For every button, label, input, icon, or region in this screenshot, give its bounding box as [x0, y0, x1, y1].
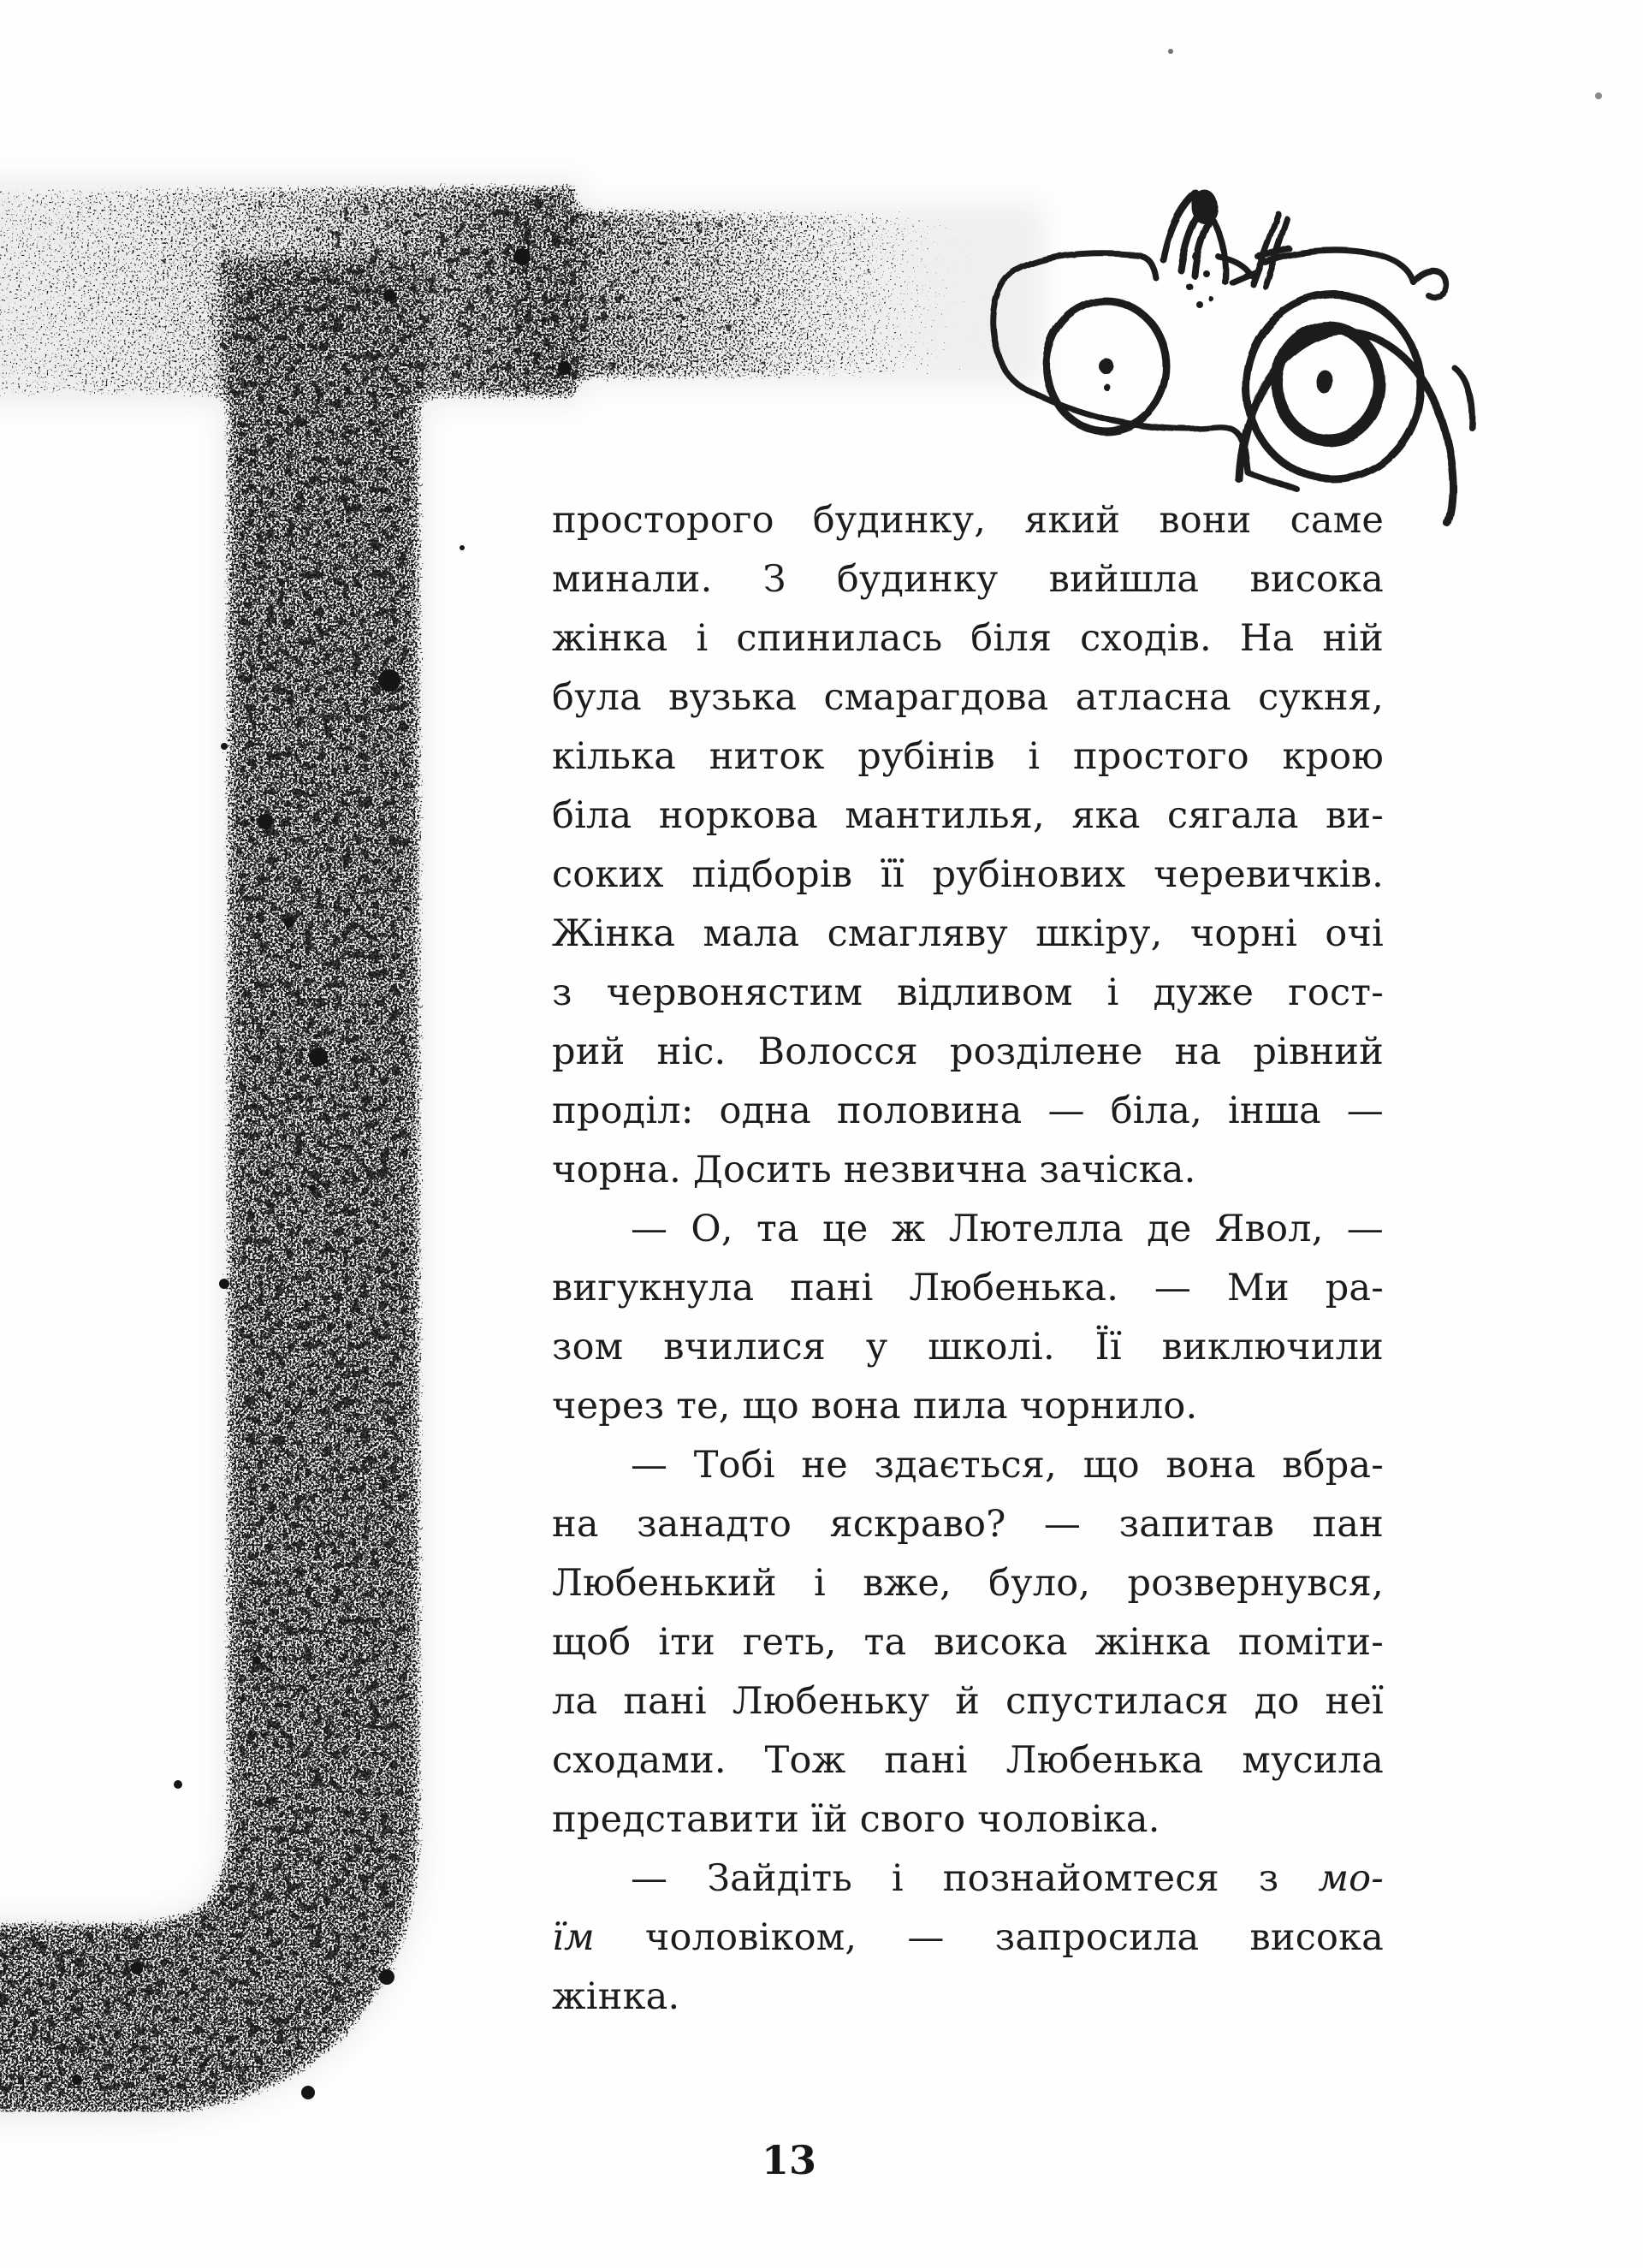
- rear-wheel: [1047, 301, 1166, 431]
- text-line: з червонястим відливом і дуже гост-: [552, 971, 1384, 1014]
- text-line: їм чоловіком, — запросила висока: [552, 1916, 1384, 1959]
- car-doodle: [993, 190, 1472, 524]
- text-line: жінка.: [552, 1975, 680, 2018]
- italic-text: мо-: [1318, 1857, 1384, 1900]
- text-line: на занадто яскраво? — запитав пан: [552, 1503, 1384, 1546]
- text-line: сходами. Тож пані Любенька мусила: [552, 1739, 1384, 1782]
- driver-figure: [1164, 190, 1251, 308]
- text-line: щоб іти геть, та висока жінка поміти-: [552, 1621, 1384, 1664]
- car-body: [993, 250, 1472, 524]
- text-line: — О, та це ж Лютелла де Явол, —: [631, 1208, 1384, 1250]
- driver-spots: [1186, 252, 1214, 308]
- text-line: представити їй свого чоловіка.: [552, 1798, 1160, 1841]
- text-line: вигукнула пані Любенька. — Ми ра-: [552, 1267, 1384, 1309]
- text-line: біла норкова мантилья, яка сягала ви-: [552, 794, 1384, 837]
- text-line: рий ніс. Волосся розділене на рівний: [552, 1030, 1384, 1073]
- text-line: зом вчилися у школі. Її виключили: [552, 1326, 1384, 1369]
- text-line: просторого будинку, який вони саме: [552, 499, 1384, 542]
- text-line: проділ: одна половина — біла, інша —: [552, 1089, 1384, 1132]
- text-line: минали. З будинку вийшла висока: [552, 558, 1384, 601]
- text-line: — Зайдіть і познайомтеся з мо-: [631, 1857, 1384, 1900]
- text-line: жінка і спинилась біля сходів. На ній: [552, 617, 1384, 660]
- italic-text: їм: [552, 1916, 595, 1959]
- text-line: Жінка мала смагляву шкіру, чорні очі: [552, 912, 1384, 955]
- text-line: — Тобі не здається, що вона вбра-: [631, 1444, 1384, 1487]
- text-line: кілька ниток рубінів і простого крою: [552, 735, 1384, 778]
- text-line: соких підборів її рубінових черевичків.: [552, 853, 1384, 896]
- text-line: через те, що вона пила чорнило.: [552, 1385, 1198, 1428]
- text-line: була вузька смарагдова атласна сукня,: [552, 676, 1384, 719]
- text-block: [552, 491, 1384, 2027]
- page-number: 13: [761, 2137, 816, 2183]
- front-wheel: [1246, 294, 1421, 479]
- text-line: ла пані Любеньку й спустилася до неї: [552, 1680, 1384, 1723]
- text-line: Любенький і вже, було, розвернувся,: [552, 1562, 1384, 1605]
- text-line: чорна. Досить незвична зачіска.: [552, 1149, 1196, 1191]
- windshield: [1232, 214, 1289, 286]
